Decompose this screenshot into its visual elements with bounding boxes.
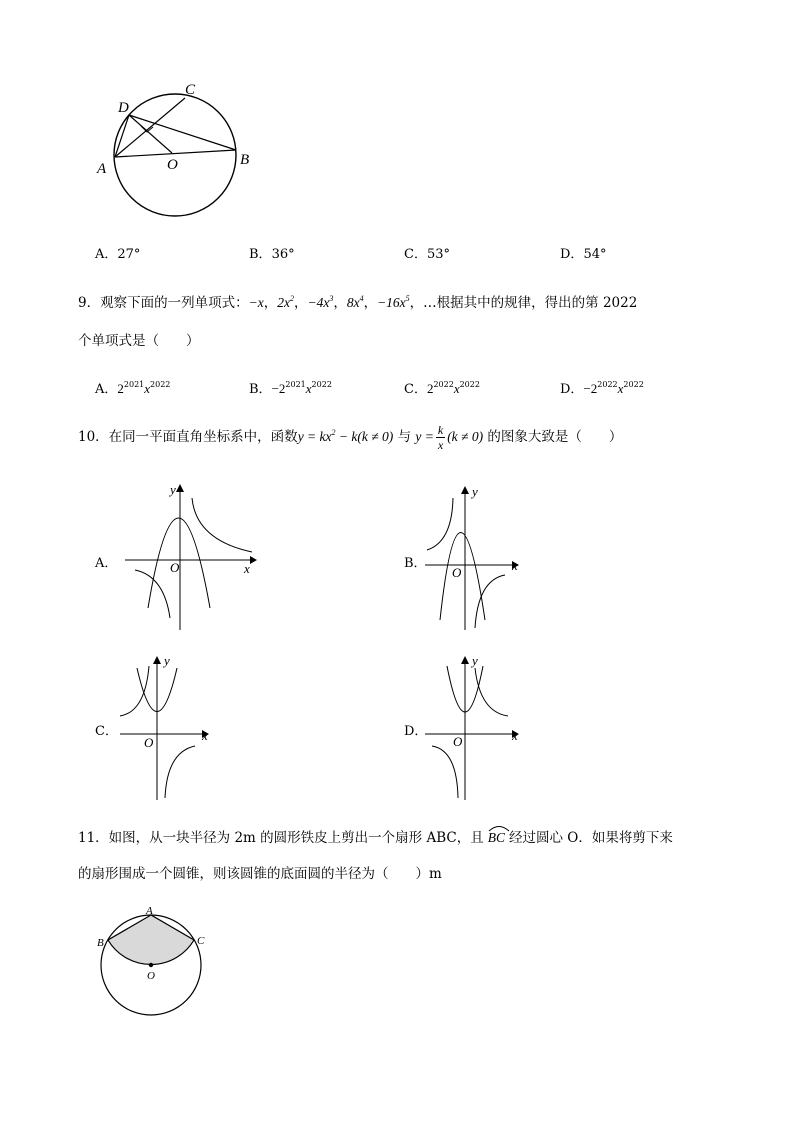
- origin-label: O: [144, 735, 154, 750]
- label-O: O: [147, 970, 155, 982]
- q8-option-b[interactable]: [249, 243, 295, 262]
- option-exp: 2022: [150, 380, 171, 389]
- func-part: − k(k ≠ 0): [335, 429, 394, 444]
- option-base: 2: [426, 381, 434, 396]
- q10-graph-b[interactable]: [420, 480, 530, 635]
- fraction-numerator: k: [437, 423, 444, 437]
- term-exp: 2: [289, 294, 294, 303]
- y-axis-label: y: [472, 653, 478, 668]
- x-axis-arrow-icon: [250, 556, 257, 564]
- q8-label-B: B: [240, 152, 250, 168]
- option-var: x: [144, 381, 151, 396]
- q9-term-4: [347, 295, 364, 310]
- q10-prefix: 10．在同一平面直角坐标系中，函数: [78, 429, 298, 445]
- option-letter: B．: [249, 247, 272, 262]
- q10-mid: 与: [393, 429, 416, 445]
- q10-func1: [298, 429, 394, 444]
- separator: ，: [363, 295, 378, 311]
- x-axis-label: x: [202, 728, 208, 743]
- origin-label: O: [170, 560, 180, 575]
- option-var: x: [305, 381, 312, 396]
- q11-stem-line2: 的扇形围成一个圆锥，则该圆锥的底面圆的半径为（ ）m: [78, 866, 442, 882]
- q9-option-b[interactable]: [249, 378, 332, 397]
- q10-option-d-label[interactable]: D．: [404, 724, 428, 739]
- separator: ，: [263, 295, 278, 311]
- q9-stem-line1: [78, 291, 637, 311]
- q11-line1: 11．如图，从一块半径为 2m 的圆形铁皮上剪出一个扇形 ABC，且: [78, 830, 484, 846]
- option-base: −2: [583, 381, 598, 396]
- hyperbola-branch-left: [432, 746, 458, 798]
- q9-rest: ，…根据其中的规律，得出的第 2022: [409, 295, 638, 311]
- option-var: x: [453, 381, 460, 396]
- q9-term-1: −x: [248, 295, 264, 310]
- q8-option-c[interactable]: [404, 243, 450, 262]
- option-base: −2: [271, 381, 286, 396]
- func-exp: 2: [331, 428, 336, 437]
- q10-option-a-label[interactable]: A．: [95, 556, 118, 571]
- q8-figure: [90, 78, 265, 218]
- hyperbola-branch-right: [165, 746, 195, 798]
- q10-func2-lhs: y =: [415, 429, 434, 444]
- q10-graph-d[interactable]: [420, 650, 530, 805]
- label-C: C: [197, 935, 205, 947]
- option-exp: 2022: [459, 380, 480, 389]
- y-axis-arrow-icon: [176, 484, 184, 492]
- q9-option-a[interactable]: [95, 378, 170, 397]
- option-exp: 2022: [433, 380, 454, 389]
- fraction-denominator: x: [437, 438, 444, 452]
- hyperbola-branch-right: [475, 668, 508, 716]
- option-letter: D．: [560, 382, 584, 397]
- option-exp: 2022: [623, 380, 644, 389]
- q8-label-O: O: [167, 157, 178, 173]
- label-B: B: [97, 937, 104, 949]
- term-exp: 4: [359, 294, 364, 303]
- hyperbola-branch-right: [192, 498, 252, 552]
- q11-arc-BC: [488, 827, 505, 846]
- y-axis-label: y: [164, 653, 170, 668]
- q8-label-C: C: [185, 82, 196, 98]
- x-axis-label: x: [512, 728, 518, 743]
- option-base: 2: [117, 381, 124, 396]
- option-exp: 2022: [597, 380, 618, 389]
- x-axis-label: x: [512, 558, 518, 573]
- y-axis-label: y: [472, 484, 478, 499]
- q8-label-D: D: [118, 100, 129, 116]
- q8-option-a[interactable]: [95, 243, 140, 262]
- y-axis-arrow-icon: [153, 656, 161, 664]
- q11-stem-line1: [78, 826, 673, 846]
- y-axis-label: y: [170, 482, 176, 497]
- q10-suffix: 的图象大致是（ ）: [483, 429, 623, 445]
- y-axis-arrow-icon: [461, 656, 469, 664]
- sector-ABC: [108, 915, 194, 964]
- hyperbola-branch-left: [427, 498, 453, 550]
- option-exp: 2021: [285, 380, 306, 389]
- label-A: A: [146, 905, 153, 917]
- option-letter: A．: [95, 247, 118, 262]
- q9-term-5: [377, 295, 410, 310]
- q9-term-3: [307, 295, 333, 310]
- q9-term-2: [277, 295, 294, 310]
- term-base: 2x: [277, 295, 290, 310]
- term-exp: 3: [329, 294, 334, 303]
- q10-option-c-label[interactable]: C．: [95, 724, 118, 739]
- q10-graph-c[interactable]: [115, 650, 225, 805]
- option-letter: D．: [560, 247, 584, 262]
- option-letter: C．: [404, 382, 427, 397]
- separator: ，: [293, 295, 308, 311]
- q10-fraction: [436, 424, 445, 451]
- option-exp: 2021: [123, 380, 145, 389]
- q8-option-d[interactable]: [560, 243, 606, 262]
- center-dot: [149, 963, 153, 967]
- origin-label: O: [453, 734, 463, 749]
- q9-stem-line2: 个单项式是（ ）: [78, 333, 200, 349]
- arc-label: BC: [487, 830, 505, 845]
- option-letter: B．: [249, 382, 272, 397]
- q8-line-AB: [115, 150, 236, 157]
- hyperbola-branch-left: [135, 570, 170, 618]
- hyperbola-branch-left: [120, 666, 149, 716]
- q10-stem: [78, 424, 622, 451]
- option-value: 53°: [426, 247, 450, 262]
- term-exp: 5: [405, 294, 410, 303]
- q10-graph-a[interactable]: [120, 480, 260, 635]
- y-axis-arrow-icon: [461, 486, 469, 494]
- separator: ，: [333, 295, 347, 311]
- origin-label: O: [452, 565, 462, 580]
- x-axis-label: x: [244, 561, 250, 576]
- option-letter: C．: [404, 247, 427, 262]
- term-base: 8x: [346, 295, 360, 310]
- option-letter: A．: [95, 382, 118, 397]
- q10-func2-condition: (k ≠ 0): [447, 429, 484, 444]
- q8-circle: [114, 94, 236, 216]
- option-value: 27°: [117, 247, 141, 262]
- term-base: −16x: [377, 295, 406, 310]
- q8-line-DO: [129, 115, 172, 153]
- hyperbola-branch-right: [475, 575, 505, 628]
- arc-mark-icon: [488, 824, 510, 832]
- q11-figure: [92, 900, 222, 1018]
- option-value: 36°: [271, 247, 295, 262]
- q10-option-b-label[interactable]: B．: [404, 556, 427, 571]
- option-value: 54°: [583, 247, 607, 262]
- option-var: x: [617, 381, 624, 396]
- q9-intro: 9．观察下面的一列单项式：: [78, 295, 249, 311]
- q8-line-DB: [129, 115, 236, 150]
- term-base: −4x: [307, 295, 330, 310]
- q9-option-d[interactable]: [560, 378, 644, 397]
- q8-label-A: A: [97, 161, 107, 177]
- option-exp: 2022: [311, 380, 332, 389]
- func-part: y = kx: [297, 429, 332, 444]
- q9-option-c[interactable]: [404, 378, 480, 397]
- q11-line1-end: 经过圆心 O．如果将剪下来: [508, 830, 673, 846]
